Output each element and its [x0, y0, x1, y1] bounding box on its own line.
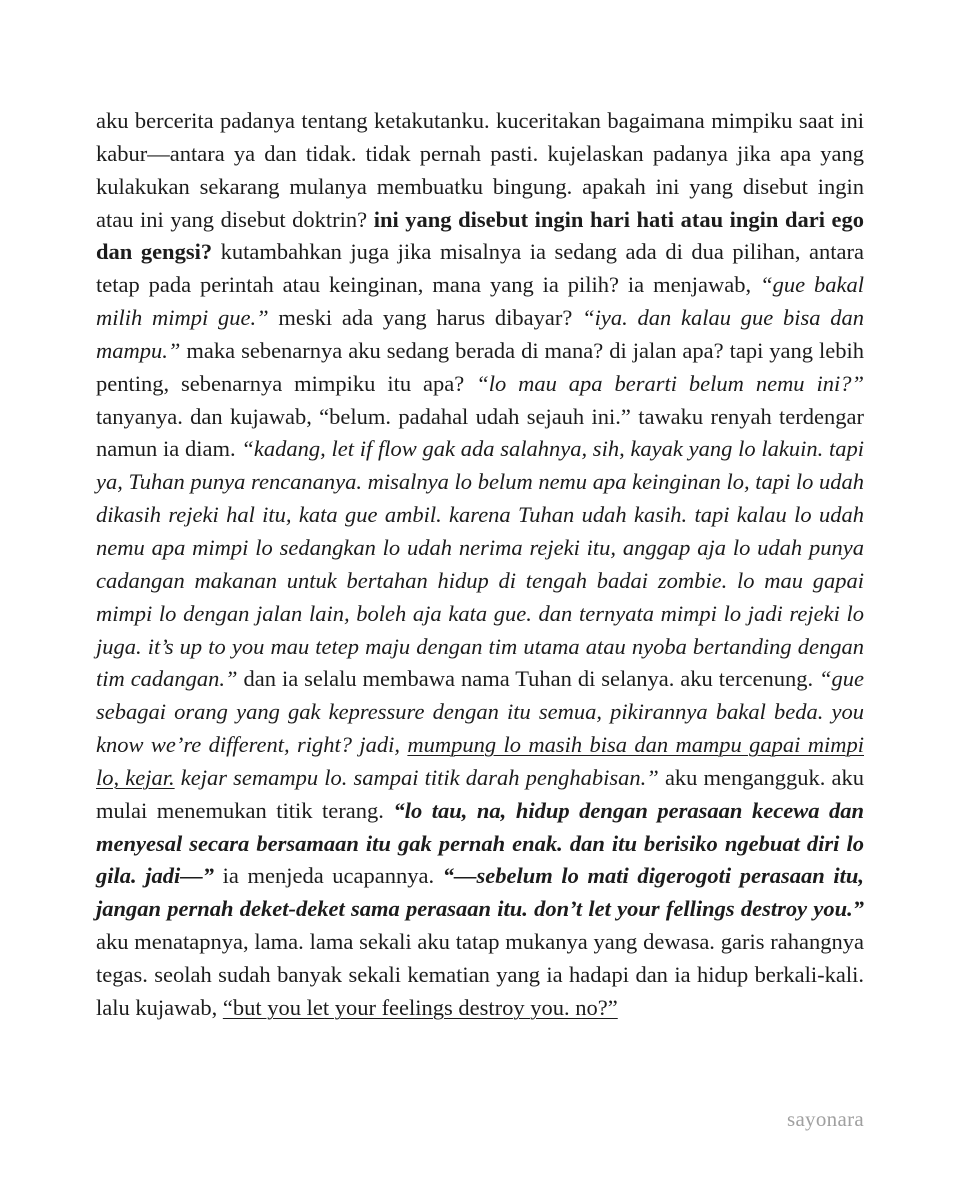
dialogue: “kadang, let if flow gak ada salahnya, sih, kayak yang lo lakuin. tapi ya, Tuhan punya rencananya. misalnya lo belum nemu apa keinginan lo, tapi lo udah dikasih rejeki hal itu, kata gue ambil. karena Tuhan udah kasih. tapi kalau lo udah nemu apa mimpi lo sedangkan lo udah nerima rejeki itu, anggap aja lo udah punya cadangan makanan untuk bertahan hidup di tengah badai zombie. lo mau gapai mimpi lo dengan jalan lain, boleh aja kata gue. dan ternyata mimpi lo jadi rejeki lo juga. it’s up to you mau tetep maju dengan tim utama atau nyoba bertanding dengan tim cadangan.” — [96, 436, 864, 692]
narration: meski ada yang harus dibayar? — [278, 305, 573, 331]
bold-dialogue: “—sebelum lo mati digerogoti perasaan itu, jangan pernah deket-deket sama perasaan itu. don’t let your fellings destroy you.” — [96, 863, 865, 922]
dialogue: kejar semampu lo. sampai titik darah penghabisan.” — [180, 764, 659, 790]
bold-question: ini yang disebut ingin hari hati atau ingin dari ego dan gengsi? — [96, 206, 865, 265]
story-paragraph — [96, 105, 864, 1025]
narration: maka sebenarnya aku sedang berada di mana? di jalan apa? tapi yang lebih penting, sebenarnya mimpiku itu apa? — [96, 337, 865, 396]
dialogue: “gue bakal milih mimpi gue.” — [96, 272, 864, 331]
dialogue: “iya. dan kalau gue bisa dan mampu.” — [96, 305, 865, 363]
narration: kutambahkan juga jika misalnya ia sedang ada di dua pilihan, antara tetap pada perintah atau keinginan, mana yang ia pilih? ia menjawab, — [96, 239, 865, 298]
narration: tanyanya. dan kujawab, “belum. padahal udah sejauh ini.” tawaku renyah terdengar namun ia diam. — [96, 403, 864, 462]
narration: ia menjeda ucapannya. — [222, 863, 435, 889]
narration: aku mengangguk. aku mulai menemukan titik terang. — [96, 764, 865, 823]
bold-dialogue: “lo tau, na, hidup dengan perasaan kecewa dan menyesal secara bersamaan itu gak pernah enak. dan itu berisiko ngebuat diri lo gila. jadi—” — [96, 797, 864, 889]
underlined-reply: “but you let your feelings destroy you. no?” — [222, 994, 618, 1020]
dialogue: “lo mau apa berarti belum nemu ini?” — [476, 370, 865, 396]
dialogue: “gue sebagai orang yang gak kepressure dengan itu semua, pikirannya bakal beda. you know we’re different, right? jadi, — [96, 666, 865, 758]
underlined-dialogue: mumpung lo masih bisa dan mampu gapai mimpi lo, kejar. — [96, 732, 864, 790]
narration: dan ia selalu membawa nama Tuhan di selanya. aku tercenung. — [243, 666, 814, 692]
narration: aku menatapnya, lama. lama sekali aku tatap mukanya yang dewasa. garis rahangnya tegas. seolah sudah banyak sekali kematian yang ia hadapi dan ia hidup berkali-kali. lalu kujawab, — [96, 929, 864, 1020]
signature: sayonara — [786, 1107, 864, 1131]
narration: aku bercerita padanya tentang ketakutanku. kuceritakan bagaimana mimpiku saat ini kabur—antara ya dan tidak. tidak pernah pasti. kujelaskan padanya jika apa yang kulakukan sekarang mulanya membuatku bingung. apakah ini yang disebut ingin atau ini yang disebut doktrin? — [96, 108, 864, 232]
